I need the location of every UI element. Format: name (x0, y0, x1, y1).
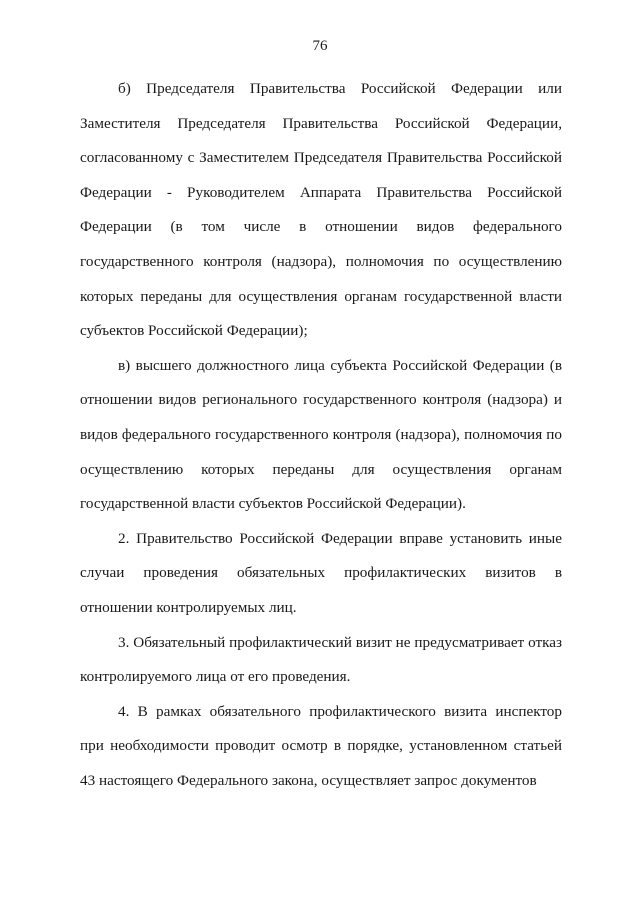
paragraph-b-chairman: б) Председателя Правительства Российской Федерации или Заместителя Председателя Правительства Российской Федерации, согласованному с Заместителем Председателя Правительства Российской Федерации - Руководителем Аппарата Правительства Российской Федерации (в том числе в отношении видов федерального государственного контроля (надзора), полномочия по осуществлению которых переданы для осуществления органам государственной власти субъектов Российской Федерации); (80, 80, 562, 340)
document-body (80, 72, 562, 798)
paragraph-3-no-refusal: 3. Обязательный профилактический визит не предусматривает отказ контролируемого лица от его проведения. (80, 633, 562, 686)
page-number: 76 (312, 38, 328, 54)
paragraph-4-inspection: 4. В рамках обязательного профилактического визита инспектор при необходимости проводит осмотр в порядке, установленном статьей 43 настоящего Федерального закона, осуществляет запрос документов (80, 702, 562, 789)
paragraph-v-regional-official: в) высшего должностного лица субъекта Российской Федерации (в отношении видов регионального государственного контроля (надзора) и видов федерального государственного контроля (надзора), полномочия по осуществлению которых переданы для осуществления органам государственной власти субъектов Российской Федерации). (80, 356, 562, 513)
paragraph-2-government-cases: 2. Правительство Российской Федерации вправе установить иные случаи проведения обязательных профилактических визитов в отношении контролируемых лиц. (80, 529, 562, 616)
